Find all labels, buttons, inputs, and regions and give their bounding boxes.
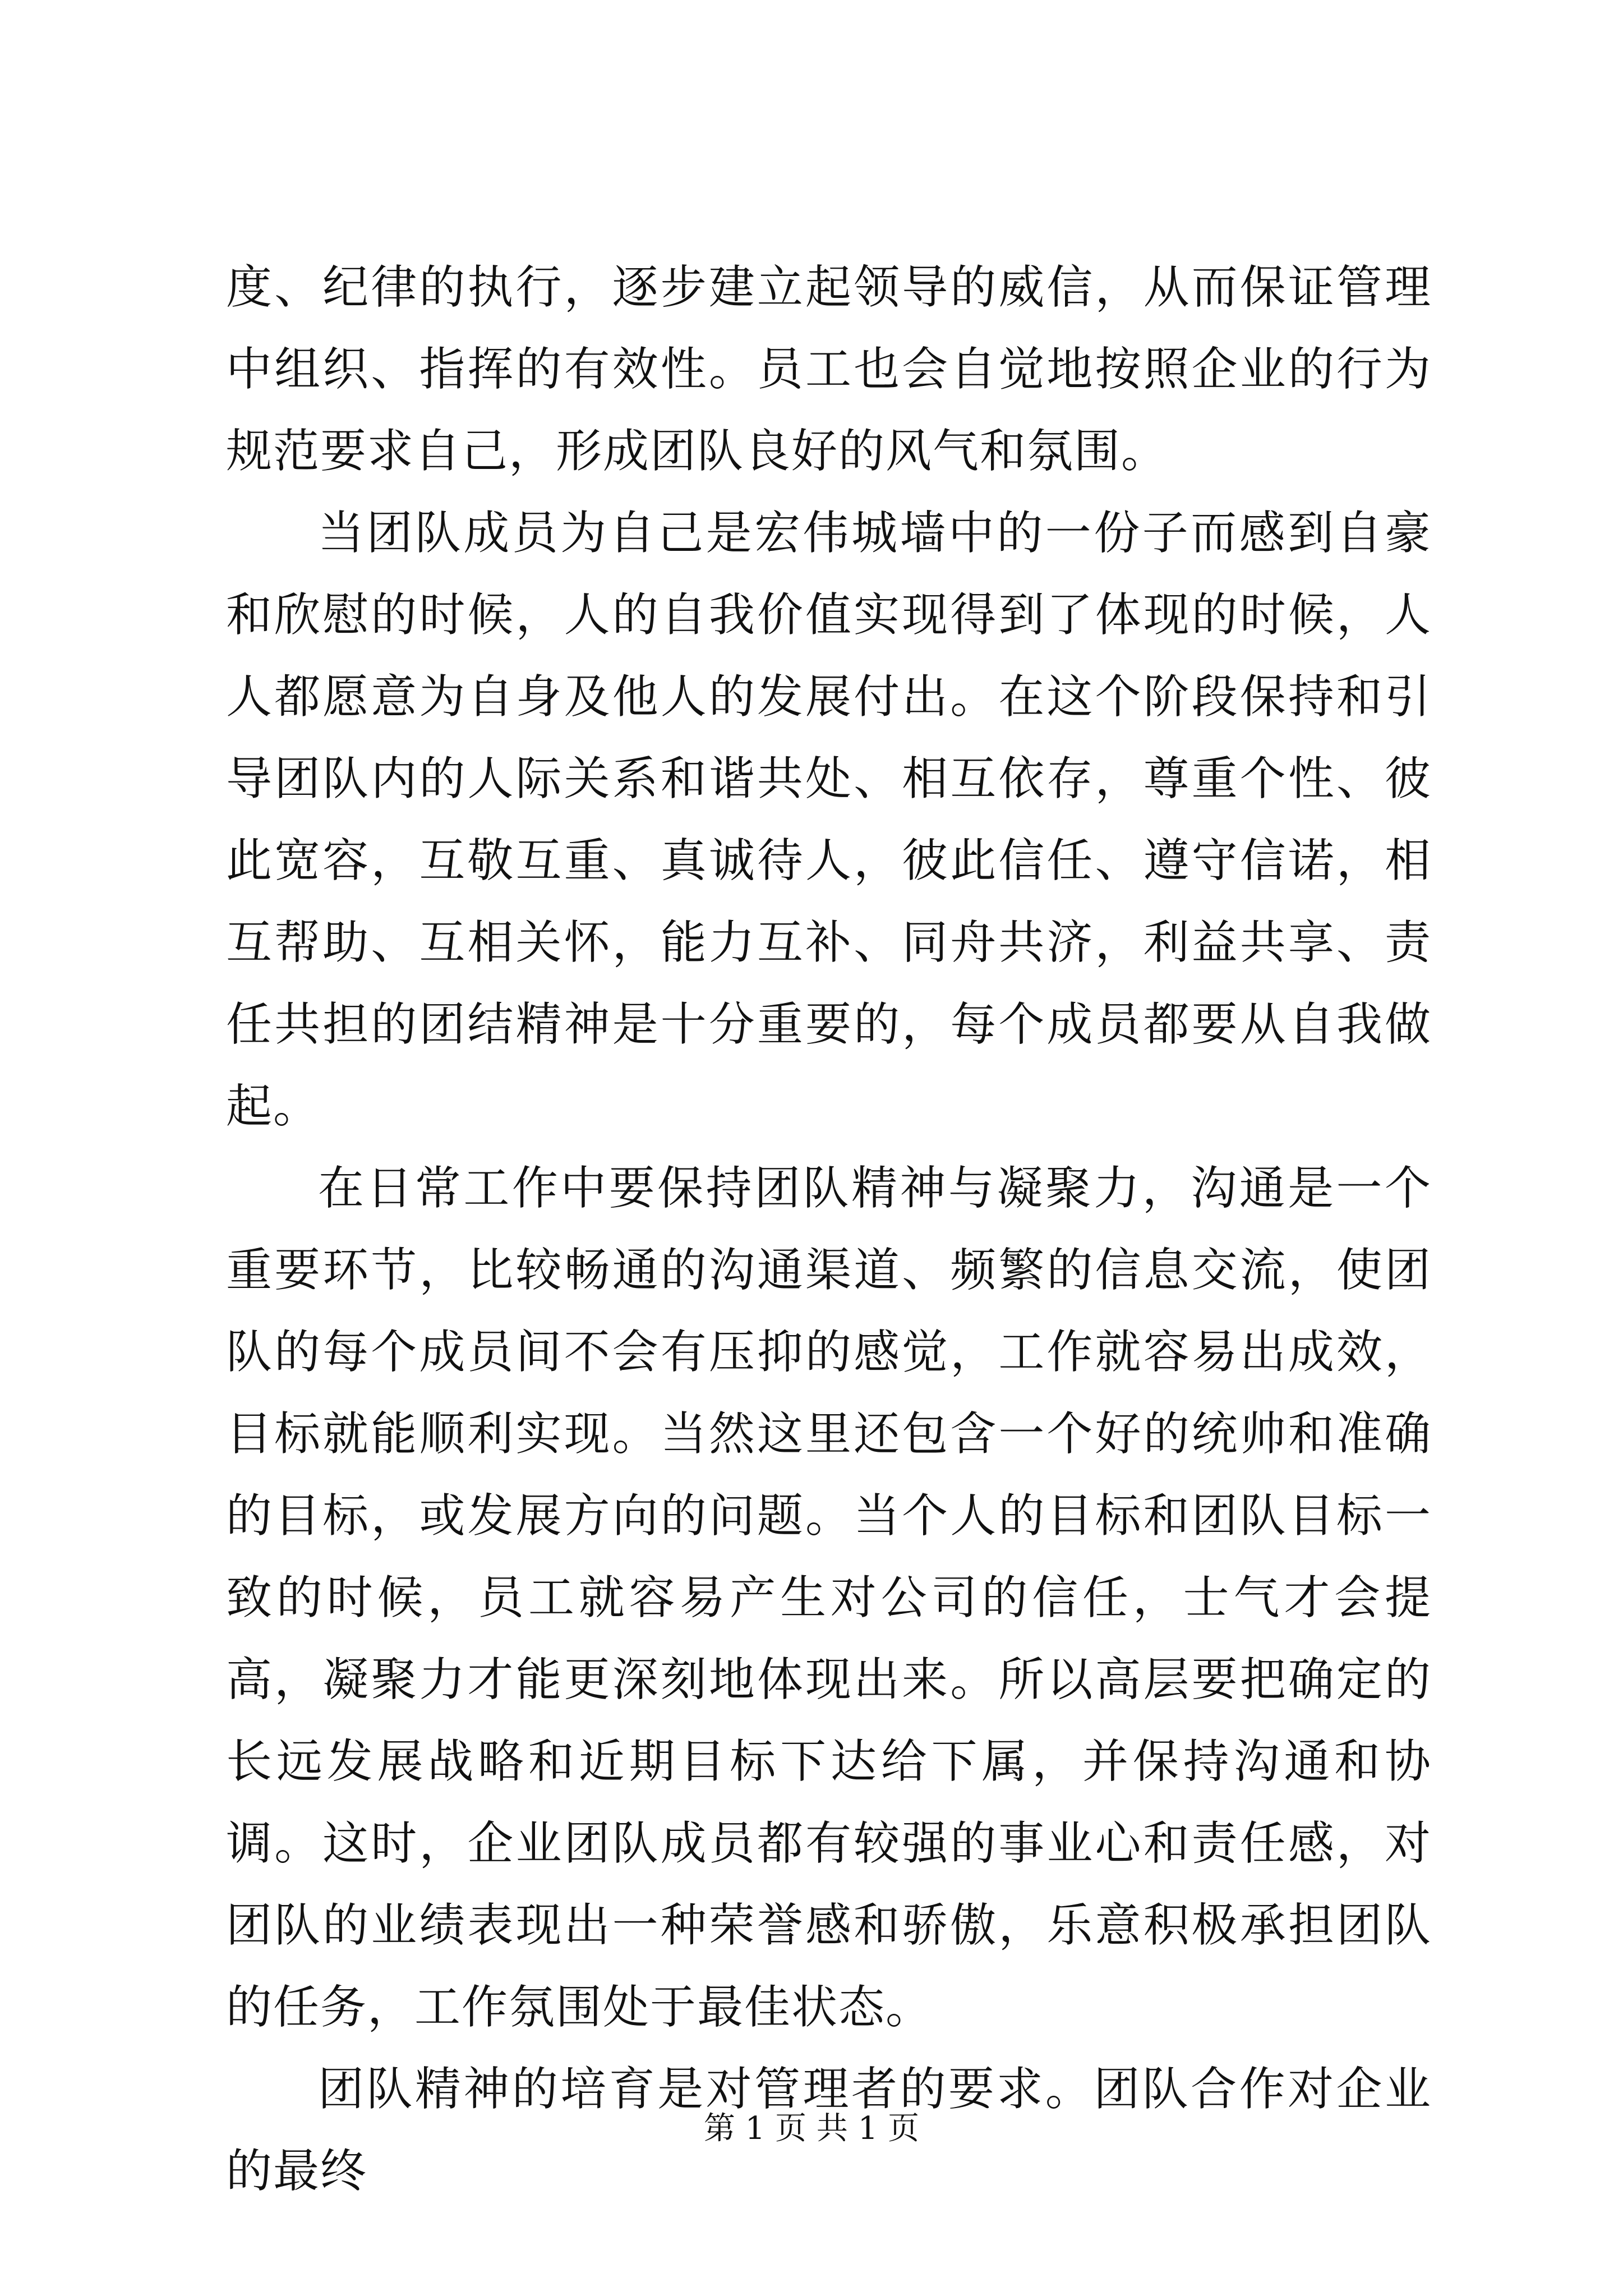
paragraph: 当团队成员为自己是宏伟城墙中的一份子而感到自豪和欣慰的时候，人的自我价值实现得到了体现的时候，人人都愿意为自身及他人的发展付出。在这个阶段保持和引导团队内的人际关系和谐共处、相互依存，尊重个性、彼此宽容，互敬互重、真诚待人，彼此信任、遵守信诺，相互帮助、互相关怀，能力互补、同舟共济，利益共享、责任共担的团结精神是十分重要的，每个成员都要从自我做起。 [226, 507, 1432, 1133]
paragraph: 团队精神的培育是对管理者的要求。团队合作对企业的最终 [226, 2063, 1432, 2198]
page-number-footer: 第 1 页 共 1 页 [703, 2110, 920, 2147]
paragraph-continued: 度、纪律的执行，逐步建立起领导的威信，从而保证管理中组织、指挥的有效性。员工也会自觉地按照企业的行为规范要求自己，形成团队良好的风气和氛围。 [226, 261, 1432, 478]
document-body [226, 247, 1432, 2212]
paragraph: 在日常工作中要保持团队精神与凝聚力，沟通是一个重要环节，比较畅通的沟通渠道、频繁的信息交流，使团队的每个成员间不会有压抑的感觉，工作就容易出成效，目标就能顺利实现。当然这里还包含一个好的统帅和准确的目标，或发展方向的问题。当个人的目标和团队目标一致的时候，员工就容易产生对公司的信任，士气才会提高，凝聚力才能更深刻地体现出来。所以高层要把确定的长远发展战略和近期目标下达给下属，并保持沟通和协调。这时，企业团队成员都有较强的事业心和责任感，对团队的业绩表现出一种荣誉感和骄傲，乐意积极承担团队的任务，工作氛围处于最佳状态。 [226, 1162, 1432, 2034]
